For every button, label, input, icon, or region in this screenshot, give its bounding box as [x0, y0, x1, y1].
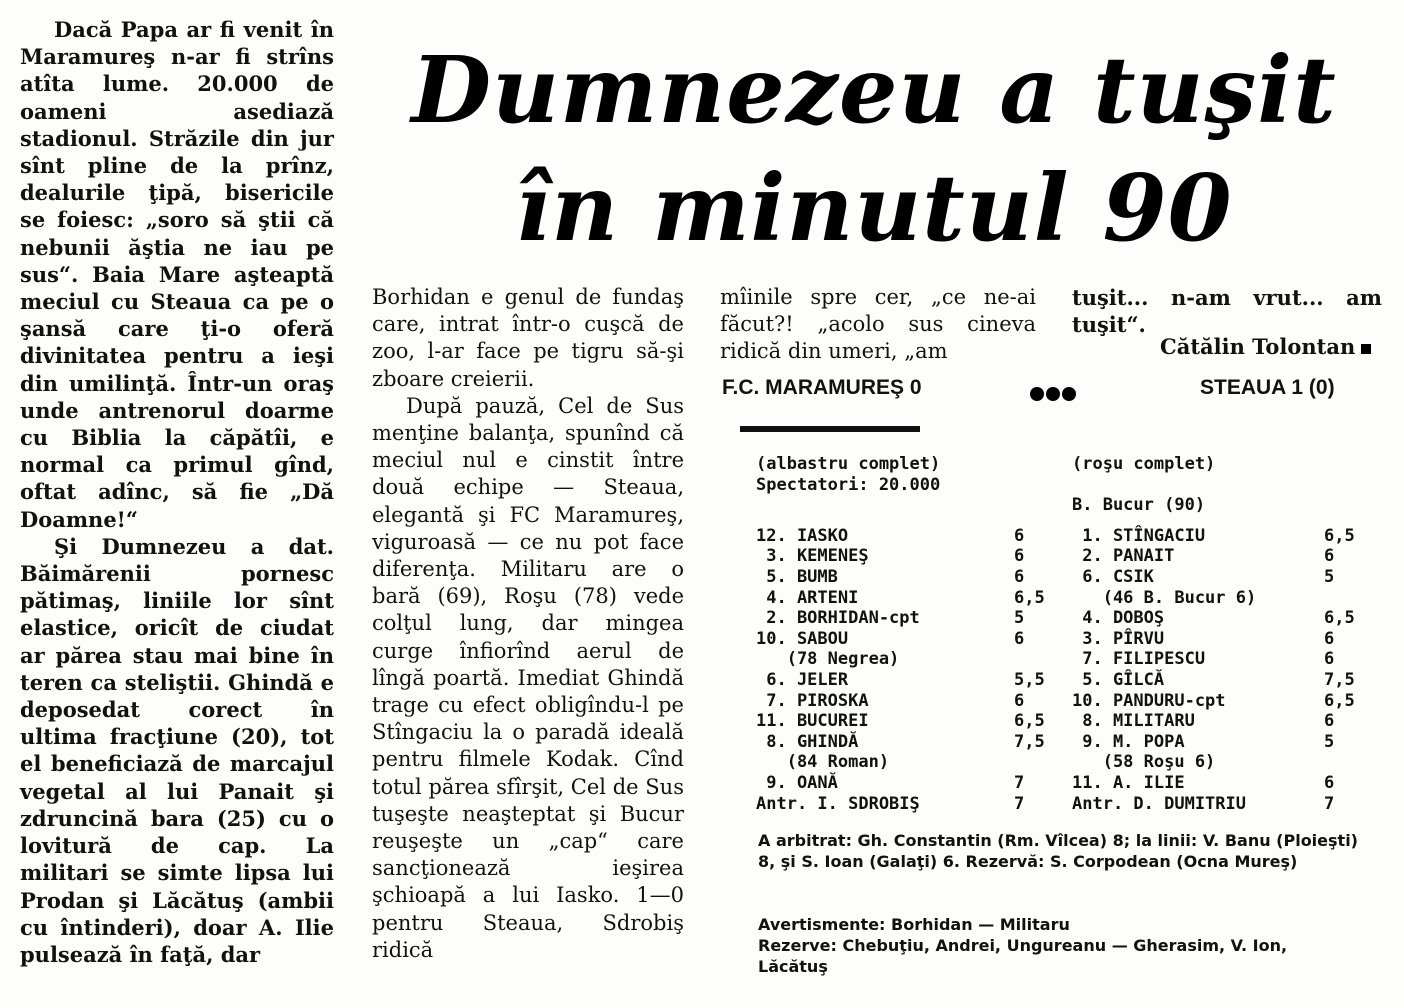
player-grade: 7 — [1014, 793, 1025, 814]
player-name: (78 Negrea) — [756, 649, 900, 670]
player-row — [756, 670, 1046, 691]
divider-rule — [740, 426, 920, 432]
player-grade: 6 — [1324, 772, 1335, 793]
player-grade: 6 — [1014, 690, 1025, 711]
player-name: 1. STÎNGACIU — [1072, 525, 1206, 546]
player-grade: 6 — [1324, 711, 1335, 732]
paragraph-4: După pauză, Cel de Sus menţine balanţa, spunînd că meciul nul e cinstit între două echipe — Steaua, elegantă şi FC Maramureş, viguroasă — ce nu pot face diferenţa. Militaru are o bară (69), Roşu (78) vede colţul lung, dar mingea curge înfiorînd aerul de lîngă poartă. Imediat Ghindă trage cu efect obligîndu-l pe Stîngaciu la o paradă ideală pentru filmele Kodak. Cînd totul părea sfîrşit, Cel de Sus tuşeşte neaşteptat şi Bucur reuşeşte un „cap“ care sancţionează ieşirea şchioapă a lui Iasko. 1—0 pentru Steaua, Sdrobiş ridică — [372, 393, 684, 962]
article-column-2 — [372, 284, 684, 964]
player-row — [756, 649, 1046, 670]
player-grade: 6,5 — [1014, 711, 1045, 732]
player-row — [756, 794, 1046, 815]
player-grade: 6 — [1014, 546, 1025, 567]
player-row — [756, 732, 1046, 753]
warnings-reserves — [758, 914, 1358, 977]
player-name: 7. PIROSKA — [756, 690, 869, 711]
spectators: Spectatori: 20.000 — [756, 474, 941, 495]
warnings: Avertismente: Borhidan — Militaru — [758, 915, 1070, 934]
player-grade: 5 — [1324, 566, 1335, 587]
player-grade: 7 — [1014, 772, 1025, 793]
player-name: 2. PANAIT — [1072, 546, 1175, 567]
player-name: 11. A. ILIE — [1072, 772, 1185, 793]
player-row — [756, 588, 1046, 609]
home-lineup — [756, 454, 1046, 814]
player-name: 6. CSIK — [1072, 566, 1154, 587]
author-name: Cătălin Tolontan — [1160, 334, 1356, 359]
player-grade: 6 — [1014, 628, 1025, 649]
player-name: 9. M. POPA — [1072, 731, 1185, 752]
player-grade: 6,5 — [1324, 690, 1355, 711]
paragraph-5: mîinile spre cer, „ce ne-ai făcut?! „acolo sus cineva ridică din umeri, „am — [720, 285, 1036, 364]
player-name: 9. OANĂ — [756, 772, 838, 793]
player-row — [1072, 546, 1392, 567]
player-row — [1072, 691, 1392, 712]
away-lineup — [1072, 454, 1392, 814]
player-grade: 6,5 — [1324, 525, 1355, 546]
player-row — [1072, 629, 1392, 650]
paragraph-6: tuşit... n-am vrut... am tuşit“. — [1072, 285, 1382, 338]
end-mark-icon — [1361, 344, 1371, 354]
player-row — [1072, 670, 1392, 691]
player-row — [1072, 794, 1392, 815]
player-row — [1072, 773, 1392, 794]
player-name: 7. FILIPESCU — [1072, 649, 1206, 670]
goal-scorer: B. Bucur (90) — [1072, 495, 1206, 516]
score-separator-icon — [1030, 386, 1078, 405]
player-name: 8. GHINDĂ — [756, 731, 859, 752]
player-name: 11. BUCUREI — [756, 711, 869, 732]
player-name: 10. SABOU — [756, 628, 849, 649]
article-column-4 — [1072, 284, 1382, 338]
player-name: Antr. D. DUMITRIU — [1072, 793, 1246, 814]
player-row — [1072, 711, 1392, 732]
player-row — [756, 691, 1046, 712]
player-grade: 6 — [1324, 546, 1335, 567]
player-grade: 6 — [1324, 628, 1335, 649]
article-column-1 — [20, 16, 334, 968]
player-grade: 6 — [1014, 566, 1025, 587]
player-grade: 5 — [1014, 608, 1025, 629]
player-name: 4. DOBOŞ — [1072, 608, 1165, 629]
player-name: 3. PÎRVU — [1072, 628, 1165, 649]
player-row — [756, 773, 1046, 794]
referees-note: A arbitrat: Gh. Constantin (Rm. Vîlcea) 8; la linii: V. Banu (Ploieşti) 8, şi S. Ioan (Galaţi) 6. Rezervă: S. Corpodean (Ocna Mureş) — [758, 831, 1358, 871]
headline-line-1: Dumnezeu a tuşit — [411, 36, 1337, 144]
home-team-score: F.C. MARAMUREŞ 0 — [722, 376, 922, 399]
player-grade: 6,5 — [1014, 587, 1045, 608]
player-name: 5. GÎLCĂ — [1072, 669, 1165, 690]
player-row — [756, 526, 1046, 547]
player-row — [1072, 732, 1392, 753]
player-row — [756, 608, 1046, 629]
player-row — [1072, 752, 1392, 773]
player-grade: 6 — [1014, 525, 1025, 546]
player-grade: 7 — [1324, 793, 1335, 814]
player-row — [1072, 608, 1392, 629]
player-name: 3. KEMENEŞ — [756, 546, 869, 567]
reserves: Rezerve: Chebuţiu, Andrei, Ungureanu — Gherasim, V. Ion, Lăcătuş — [758, 936, 1288, 976]
paragraph-1: Dacă Papa ar fi venit în Maramureş n-ar fi strîns atîta lume. 20.000 de oameni asediază stadionul. Străzile din jur sînt pline de la prînz, dealurile ţipă, bisericile se foiesc: „soro să ştii că nebunii ăştia ne iau pe sus“. Baia Mare aşteaptă meciul cu Steaua ca pe o şansă care ţi-o oferă divinitatea pentru a ieşi din umilinţă. Într-un oraş unde antrenorul doarme cu Biblia la căpătîi, e normal ca primul gînd, oftat adînc, să fie „Dă Doamne!“ — [20, 17, 334, 532]
player-row — [1072, 588, 1392, 609]
player-grade: 6 — [1324, 649, 1335, 670]
player-name: 8. MILITARU — [1072, 711, 1195, 732]
player-grade: 5 — [1324, 731, 1335, 752]
player-name: (46 B. Bucur 6) — [1072, 587, 1257, 608]
player-row — [1072, 649, 1392, 670]
player-grade: 7,5 — [1014, 731, 1045, 752]
player-row — [756, 629, 1046, 650]
player-grade: 7,5 — [1324, 669, 1355, 690]
player-grade: 6,5 — [1324, 608, 1355, 629]
player-name: 5. BUMB — [756, 566, 838, 587]
away-team-score: STEAUA 1 (0) — [1200, 376, 1335, 399]
player-row — [756, 567, 1046, 588]
author-signature — [1160, 334, 1371, 359]
player-name: (84 Roman) — [756, 752, 890, 773]
headline-line-2: în minutul 90 — [515, 154, 1233, 262]
player-name: (58 Roşu 6) — [1072, 752, 1216, 773]
player-row — [1072, 567, 1392, 588]
player-grade: 5,5 — [1014, 669, 1045, 690]
away-kit: (roşu complet) — [1072, 454, 1216, 474]
player-row — [756, 752, 1046, 773]
player-name: Antr. I. SDROBIŞ — [756, 793, 920, 814]
player-name: 10. PANDURU-cpt — [1072, 690, 1226, 711]
player-name: 6. JELER — [756, 669, 849, 690]
player-row — [756, 546, 1046, 567]
player-name: 12. IASKO — [756, 525, 849, 546]
article-column-3 — [720, 284, 1036, 366]
player-row — [1072, 526, 1392, 547]
paragraph-3: Borhidan e genul de fundaş care, intrat într-o cuşcă de zoo, l-ar face pe tigru să-şi zboare creierii. — [372, 285, 684, 391]
player-name: 4. ARTENI — [756, 587, 859, 608]
player-row — [756, 711, 1046, 732]
home-kit: (albastru complet) — [756, 454, 941, 474]
player-name: 2. BORHIDAN-cpt — [756, 608, 920, 629]
paragraph-2: Şi Dumnezeu a dat. Băimărenii pornesc pătimaş, liniile lor sînt elastice, oricît de ciudat ar părea stau mai bine în teren ca steliştii. Ghindă e deposedat corect în ultima fracţiune (20), tot el beneficiază de marcajul vegetal al lui Panait şi zdruncină bara (25) cu o lovitură de cap. La militari se simte lipsa lui Prodan şi Lăcătuş (ambii cu întinderi), doar A. Ilie pulsează în faţă, dar — [20, 533, 334, 967]
